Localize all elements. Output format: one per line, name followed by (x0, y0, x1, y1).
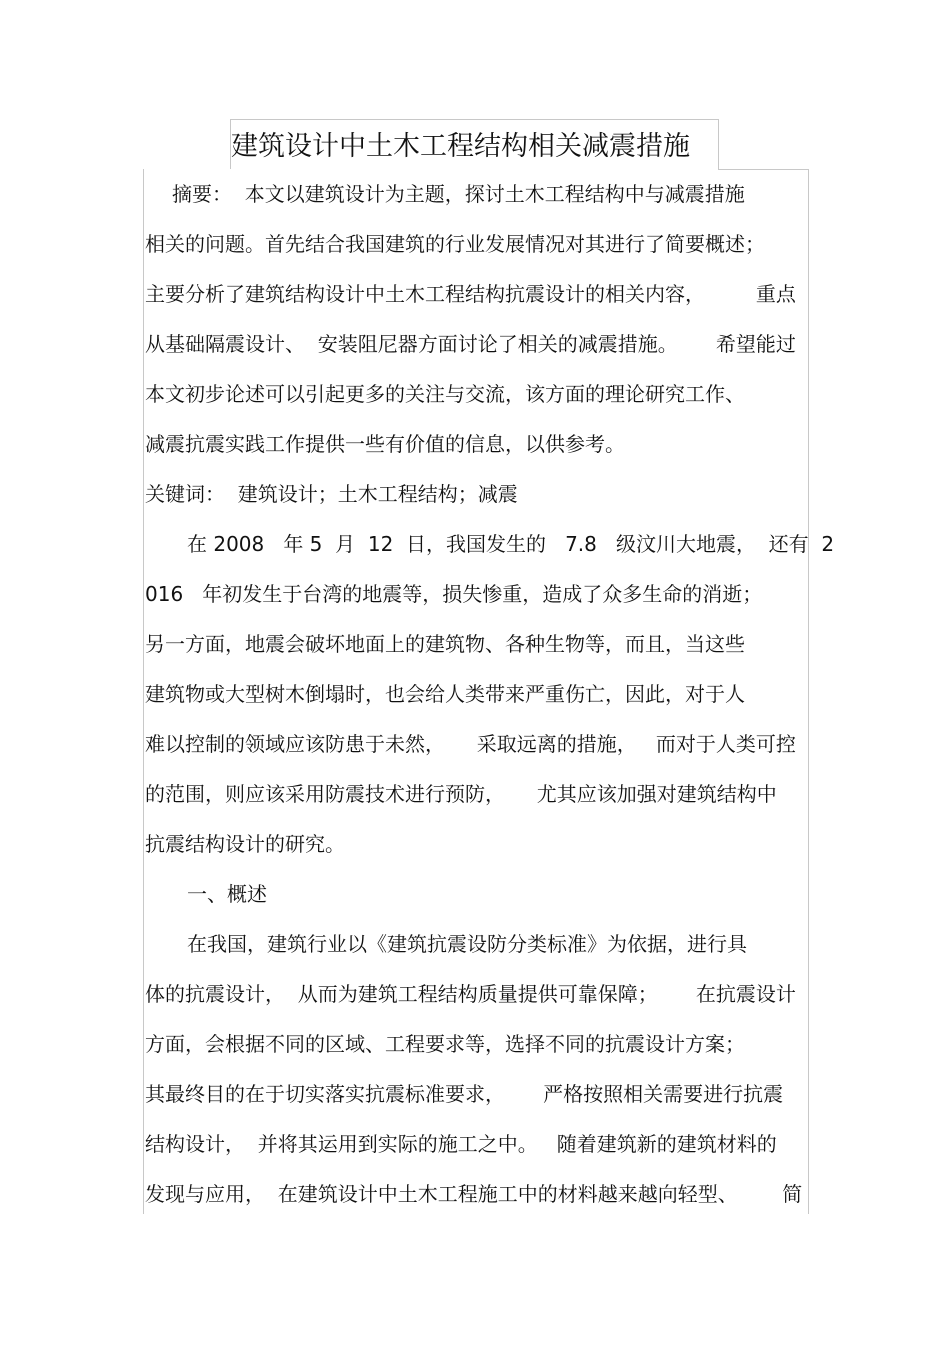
abstract-line-5: 本文初步论述可以引起更多的关注与交流，该方面的理论研究工作、 (145, 382, 745, 406)
paragraph-2-line-6: 发现与应用， 在建筑设计中土木工程施工中的材料越来越向轻型、 简 (145, 1182, 803, 1206)
paragraph-1-line-5: 难以控制的领域应该防患于未然， 采取远离的措施， 而对于人类可控 (145, 732, 796, 756)
document-title: 建筑设计中土木工程结构相关减震措施 (231, 131, 690, 162)
paragraph-2-line-1: 在我国，建筑行业以《建筑抗震设防分类标准》为依据，进行具 (187, 932, 747, 956)
paragraph-2-line-3: 方面，会根据不同的区域、工程要求等，选择不同的抗震设计方案； (145, 1032, 745, 1056)
abstract-line-3: 主要分析了建筑结构设计中土木工程结构抗震设计的相关内容， 重点 (145, 282, 796, 306)
title-frame-right (718, 119, 719, 169)
paragraph-1-line-7: 抗震结构设计的研究。 (145, 832, 345, 856)
section-heading-overview: 一、概述 (187, 882, 267, 906)
body-frame-left (143, 169, 144, 1214)
title-frame-top (230, 119, 718, 120)
paragraph-2-line-5: 结构设计， 并将其运用到实际的施工之中。 随着建筑新的建筑材料的 (145, 1132, 777, 1156)
abstract-line-6: 减震抗震实践工作提供一些有价值的信息，以供参考。 (145, 432, 625, 456)
abstract-line-2: 相关的问题。首先结合我国建筑的行业发展情况对其进行了简要概述； (145, 232, 765, 256)
body-frame-right (808, 169, 809, 1214)
abstract-line-1: 摘要： 本文以建筑设计为主题，探讨土木工程结构中与减震措施 (172, 182, 745, 206)
body-frame-top (718, 169, 808, 170)
paragraph-1-line-3: 另一方面，地震会破坏地面上的建筑物、各种生物等，而且，当这些 (145, 632, 745, 656)
paragraph-2-line-4: 其最终目的在于切实落实抗震标准要求， 严格按照相关需要进行抗震 (145, 1082, 784, 1106)
keywords-line: 关键词： 建筑设计；土木工程结构；减震 (145, 482, 518, 506)
paragraph-1-line-4: 建筑物或大型树木倒塌时，也会给人类带来严重伤亡，因此，对于人 (145, 682, 745, 706)
paragraph-1-line-6: 的范围，则应该采用防震技术进行预防， 尤其应该加强对建筑结构中 (145, 782, 777, 806)
abstract-line-4: 从基础隔震设计、 安装阻尼器方面讨论了相关的减震措施。 希望能过 (145, 332, 796, 356)
paragraph-1-line-1: 在 2008 年 5 月 12 日，我国发生的 7.8 级汶川大地震， 还有 2 (187, 532, 835, 556)
paragraph-2-line-2: 体的抗震设计， 从而为建筑工程结构质量提供可靠保障； 在抗震设计 (145, 982, 796, 1006)
paragraph-1-line-2: 016 年初发生于台湾的地震等，损失惨重，造成了众多生命的消逝； (145, 582, 763, 606)
